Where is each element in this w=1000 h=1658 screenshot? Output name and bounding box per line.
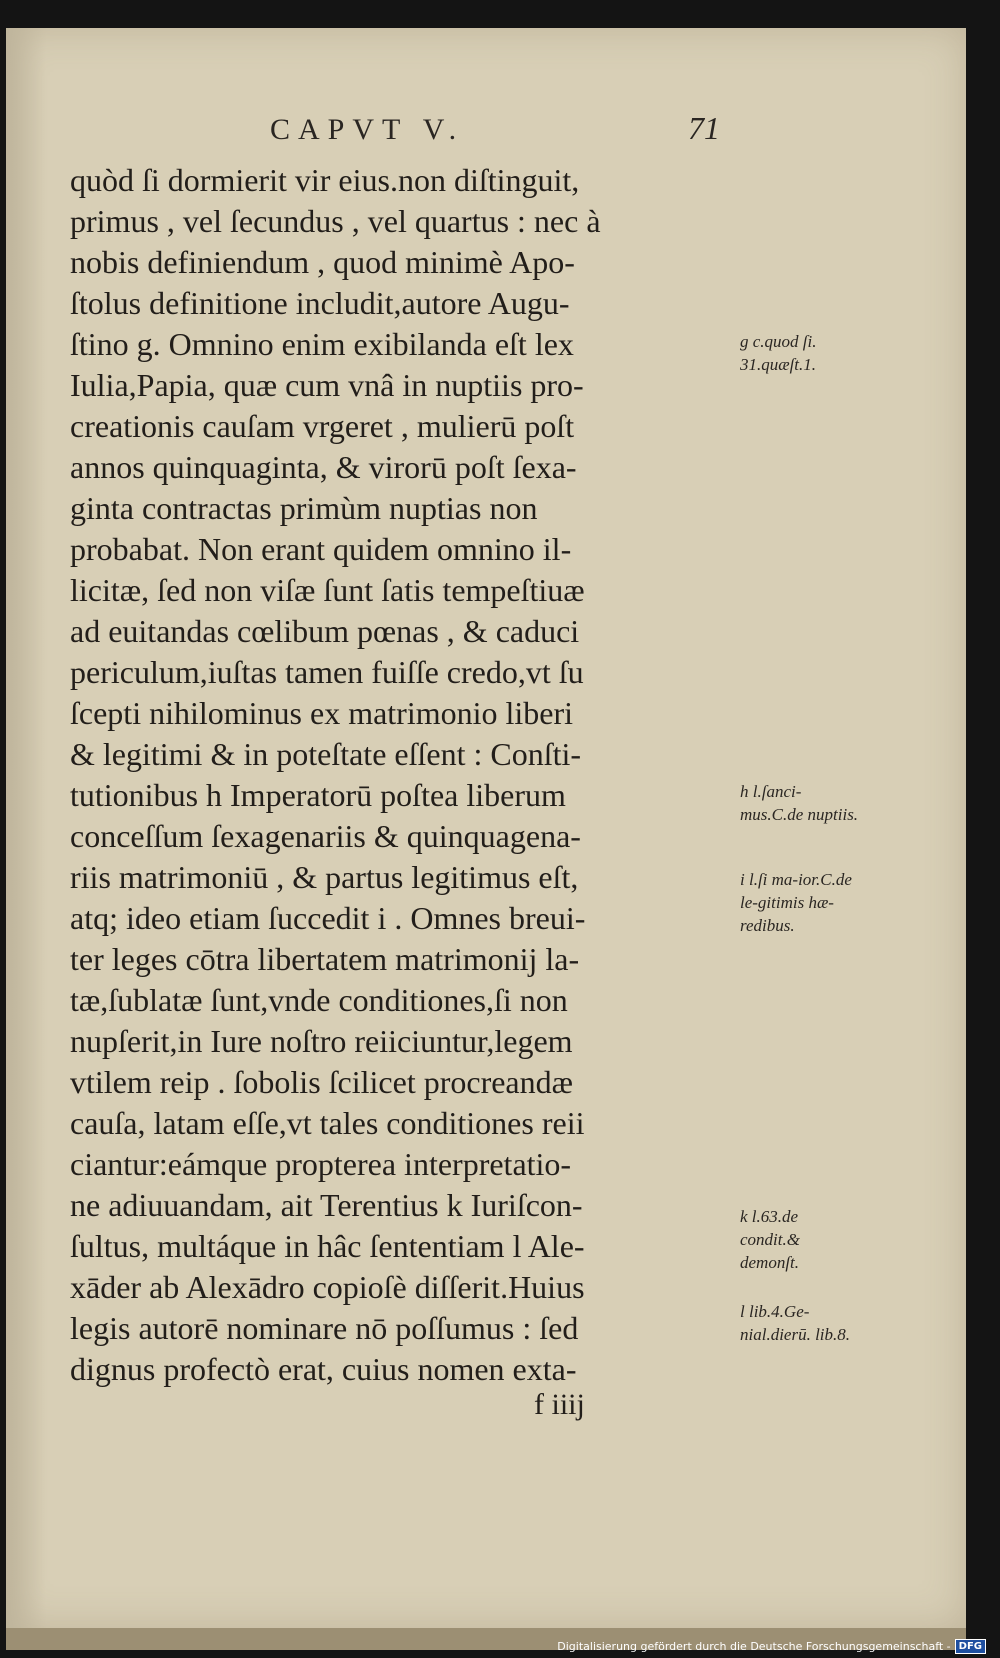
- text-line: & legitimi & in poteſtate eſſent : Conſti-: [70, 736, 582, 772]
- page-number: 71: [688, 110, 720, 146]
- margin-note-h: h l.ſanci-mus.C.de nuptiis.: [740, 782, 859, 824]
- text-line: nobis definiendum , quod minimè Apo-: [70, 244, 575, 280]
- text-line: creationis cauſam vrgeret , mulierū poſt: [70, 408, 575, 444]
- dfg-logo: DFG: [955, 1639, 986, 1654]
- text-line: ne adiuuandam, ait Terentius k Iuriſcon-: [70, 1187, 583, 1223]
- text-line: legis autorē nominare nō poſſumus : ſed: [70, 1310, 579, 1346]
- text-line: cauſa, latam eſſe,vt tales conditiones reii: [70, 1105, 585, 1141]
- text-line: periculum,iuſtas tamen fuiſſe credo,vt ſu: [70, 654, 584, 690]
- text-line: tæ,ſublatæ ſunt,vnde conditiones,ſi non: [70, 982, 568, 1018]
- margin-note-g: g c.quod ſi. 31.quæſt.1.: [740, 332, 817, 374]
- text-line: ad euitandas cœlibum pœnas , & caduci: [70, 613, 580, 649]
- text-line: xāder ab Alexādro copioſè diſſerit.Huius: [70, 1269, 585, 1305]
- signature-mark: f iiij: [534, 1388, 585, 1421]
- text-line: annos quinquaginta, & virorū poſt ſexa-: [70, 449, 577, 485]
- text-line: ſtino g. Omnino enim exibilanda eſt lex: [70, 326, 574, 362]
- text-line: ſultus, multáque in hâc ſententiam l Ale-: [70, 1228, 585, 1264]
- text-line: ter leges cōtra libertatem matrimonij la-: [70, 941, 580, 977]
- text-line: Iulia,Papia, quæ cum vnâ in nuptiis pro-: [70, 367, 584, 403]
- text-line: tutionibus h Imperatorū poſtea liberum: [70, 777, 566, 813]
- credit-text: Digitalisierung gefördert durch die Deutsche Forschungsgemeinschaft -: [557, 1640, 951, 1653]
- text-line: dignus profectò erat, cuius nomen exta-: [70, 1351, 577, 1387]
- margin-note-k: k l.63.de condit.& demonſt.: [740, 1207, 800, 1272]
- margin-note-i: i l.ſi ma-ior.C.de le-gitimis hæ-redibus.: [740, 870, 852, 935]
- text-line: ſcepti nihilominus ex matrimonio liberi: [70, 695, 574, 731]
- text-line: ginta contractas primùm nuptias non: [70, 490, 538, 526]
- text-line: probabat. Non erant quidem omnino il-: [70, 531, 572, 567]
- text-line: quòd ſi dormierit vir eius.non diſtinguit,: [70, 162, 580, 198]
- text-line: conceſſum ſexagenariis & quinquagena-: [70, 818, 581, 854]
- text-line: licitæ, ſed non viſæ ſunt ſatis tempeſtiuæ: [70, 572, 585, 608]
- digitization-credit: [557, 1639, 986, 1654]
- text-line: vtilem reip . ſobolis ſcilicet procreandæ: [70, 1064, 573, 1100]
- text-line: nupſerit,in Iure noſtro reiiciuntur,legem: [70, 1023, 573, 1059]
- page-gutter-shadow: [6, 28, 46, 1628]
- body-text: [70, 160, 734, 1390]
- running-head: CAPVT V.: [270, 113, 465, 146]
- text-line: primus , vel ſecundus , vel quartus : nec à: [70, 203, 601, 239]
- text-line: ſtolus definitione includit,autore Augu-: [70, 285, 570, 321]
- text-line: atq; ideo etiam ſuccedit i . Omnes breui-: [70, 900, 586, 936]
- text-line: ciantur:eámque propterea interpretatio-: [70, 1146, 572, 1182]
- text-line: riis matrimoniū , & partus legitimus eſt,: [70, 859, 579, 895]
- margin-note-l: l lib.4.Ge-nial.dierū. lib.8.: [740, 1302, 851, 1344]
